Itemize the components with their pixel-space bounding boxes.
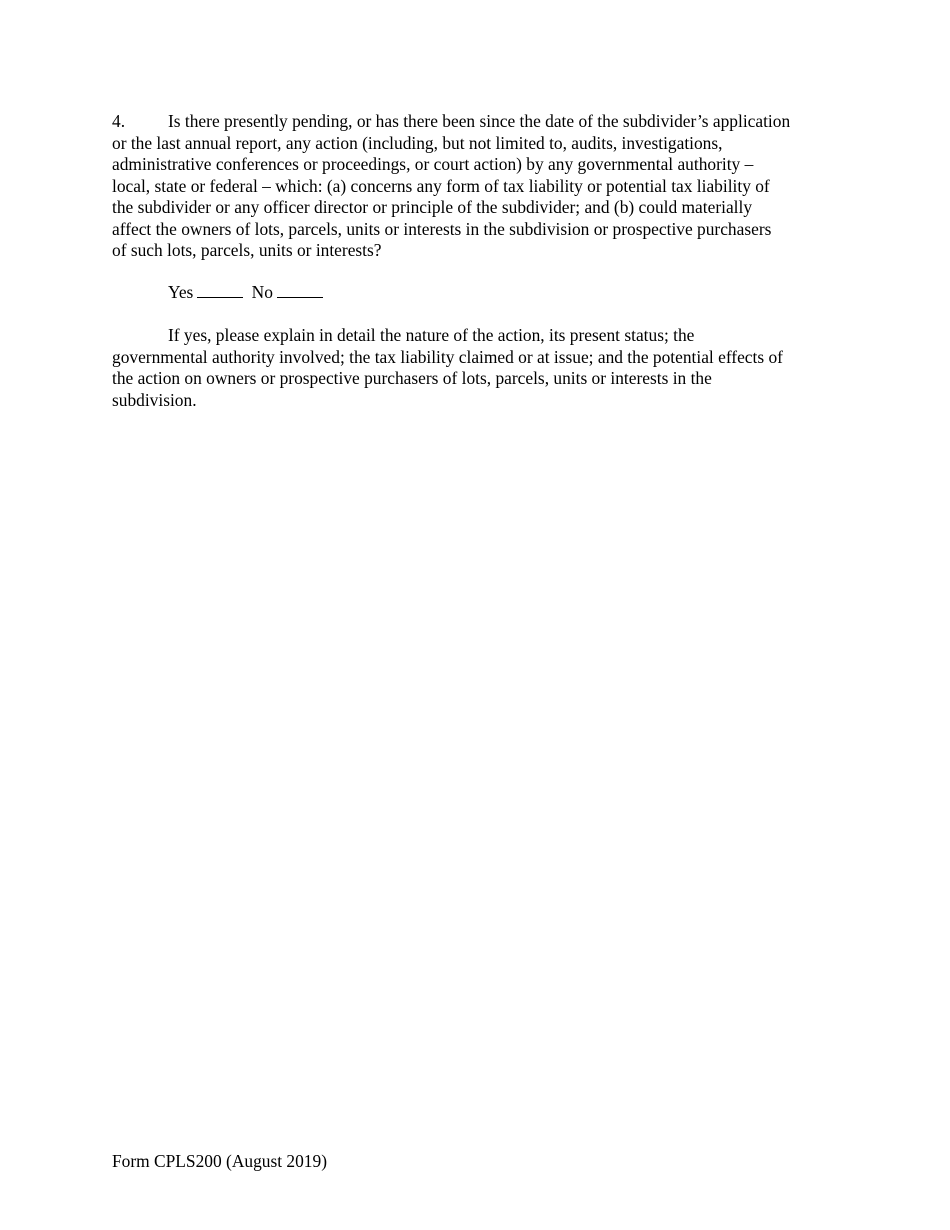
yes-blank-field[interactable] bbox=[197, 282, 243, 298]
question-number: 4. bbox=[112, 111, 126, 131]
explanation-text: If yes, please explain in detail the nature of the action, its present status; the governmental authority involved; the tax liability claimed or at issue; and the potential effects of the action on owners or prospective purchasers of lots, parcels, units or interests in the subdivision. bbox=[112, 325, 783, 410]
question-text: Is there presently pending, or has there been since the date of the subdivider’s application or the last annual report, any action (including, but not limited to, audits, investigations, administrative conferences or proceedings, or court action) by any governmental authority – local, state or federal – which: (a) concerns any form of tax liability or potential tax liability of the subdivider or any officer director or principle of the subdivider; and (b) could materially affect the owners of lots, parcels, units or interests in the subdivision or prospective purchasers of such lots, parcels, units or interests? bbox=[112, 111, 791, 260]
form-footer: Form CPLS200 (August 2019) bbox=[112, 1151, 327, 1171]
explanation-paragraph bbox=[112, 325, 852, 411]
question-4 bbox=[112, 111, 852, 262]
no-label: No bbox=[251, 282, 273, 302]
yes-label: Yes bbox=[168, 282, 194, 302]
yes-no-answer bbox=[168, 282, 327, 304]
no-blank-field[interactable] bbox=[277, 282, 323, 298]
